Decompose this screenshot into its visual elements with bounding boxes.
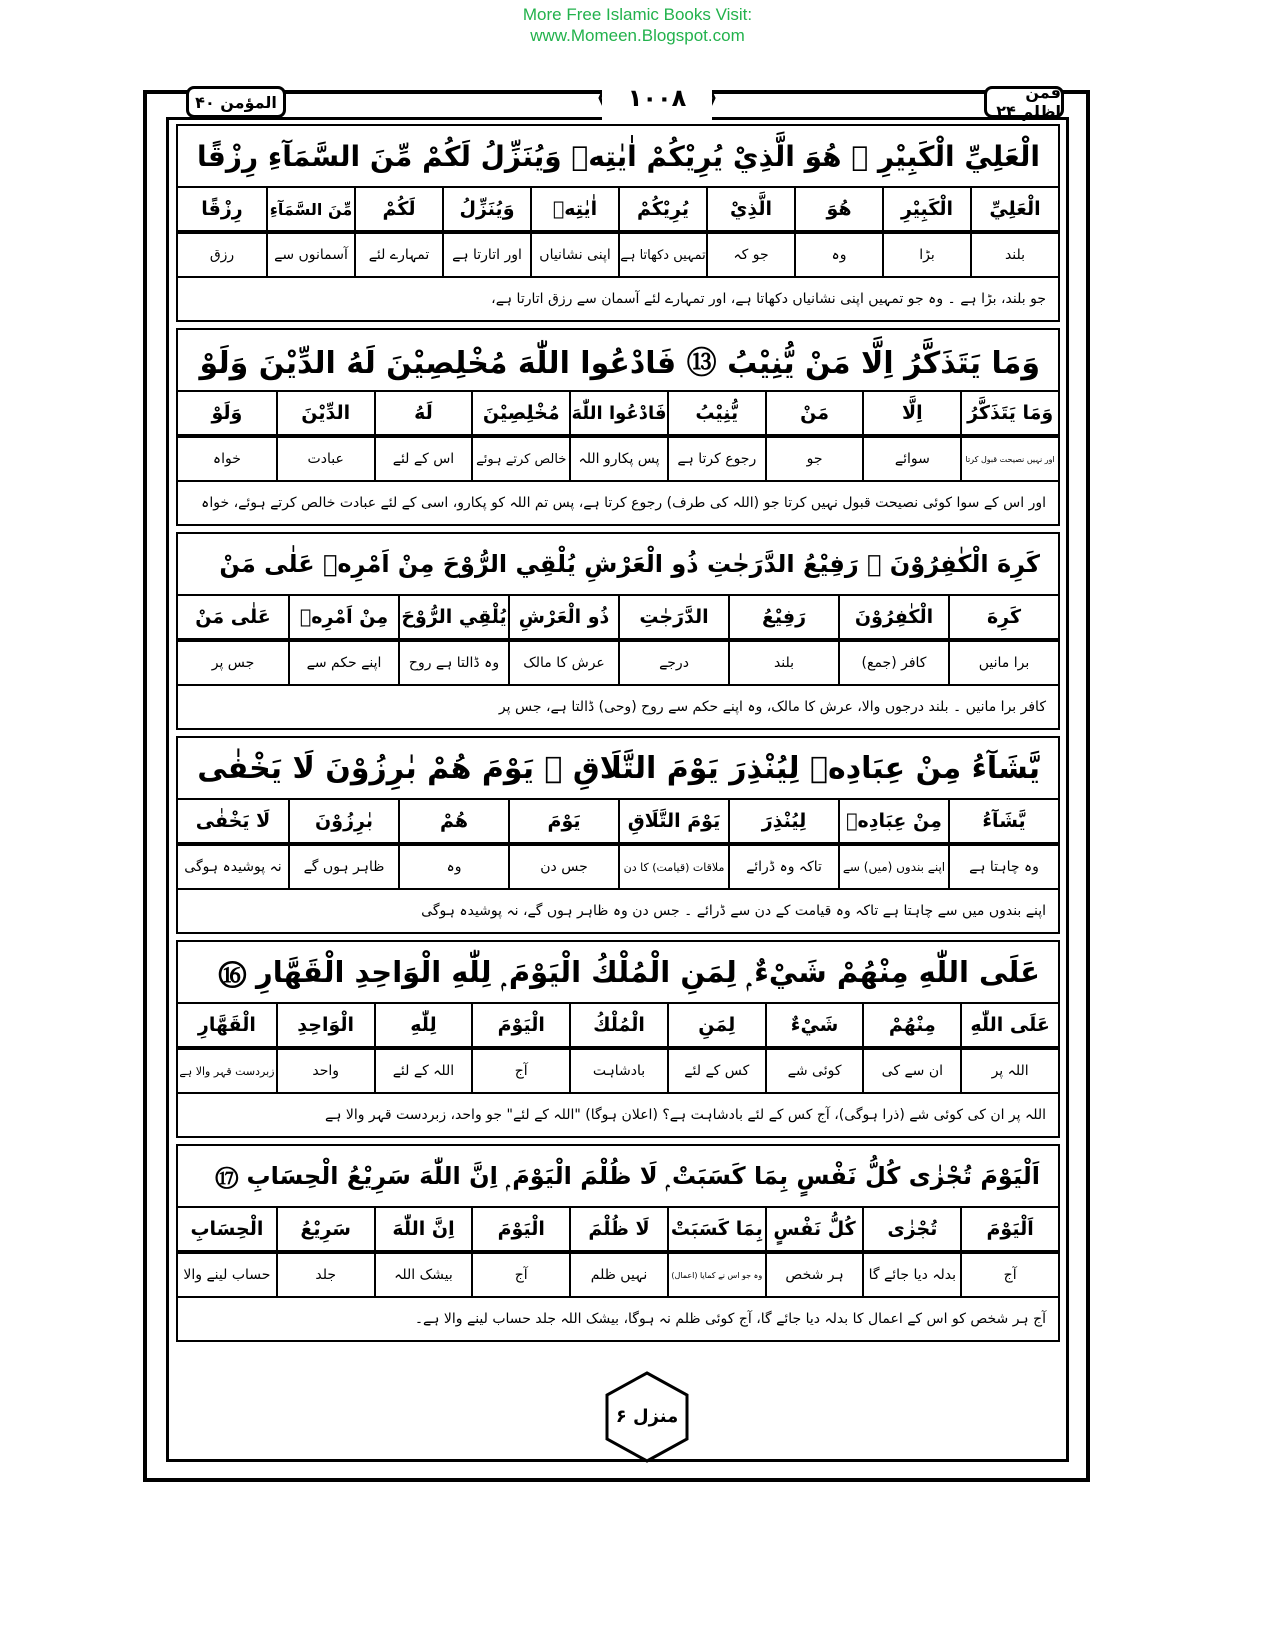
arabic-word: الدَّرَجٰتِ — [618, 596, 728, 638]
word-meaning: اپنی نشانیاں — [530, 234, 618, 276]
arabic-word: الْيَوْمَ — [471, 1208, 569, 1250]
word-meaning: ملاقات (قیامت) کا دن — [618, 846, 728, 888]
word-meaning: جلد — [276, 1254, 374, 1296]
urdu-translation: اپنے بندوں میں سے چاہتا ہے تاکہ وہ قیامت کے دن سے ڈرائے ۔ جس دن وہ ظاہر ہوں گے، نہ پوشیدہ ہوگی — [176, 890, 1060, 934]
promo-banner — [0, 4, 1275, 46]
arabic-word: اَلْيَوْمَ — [960, 1208, 1058, 1250]
arabic-word: كُلُّ نَفْسٍ — [765, 1208, 863, 1250]
word-meaning: بلند — [728, 642, 838, 684]
arabic-word: هُمْ — [398, 800, 508, 842]
arabic-word: لَا ظُلْمَ — [569, 1208, 667, 1250]
arabic-word: شَيْءٌ — [765, 1004, 863, 1046]
manzil-label: منزل ۶ — [615, 1406, 679, 1427]
word-meaning: وہ ڈالتا ہے روح — [398, 642, 508, 684]
ayah-block — [176, 1144, 1060, 1342]
word-meaning: رجوع کرتا ہے — [667, 438, 765, 480]
meaning-row — [176, 844, 1060, 890]
arabic-word: لِيُنْذِرَ — [728, 800, 838, 842]
word-meaning: تمہارے لئے — [354, 234, 442, 276]
arabic-word: مُخْلِصِيْنَ — [471, 392, 569, 434]
arabic-word: بٰرِزُوْنَ — [288, 800, 398, 842]
ayah-line: الْعَلِيِّ الْكَبِيْرِ ⑫ هُوَ الَّذِيْ يُرِيْكُمْ اٰيٰتِهٖ وَيُنَزِّلُ لَكُمْ مِّنَ السَّمَآءِ رِزْقًا — [176, 124, 1060, 188]
word-meaning: عرش کا مالک — [508, 642, 618, 684]
word-meaning: بڑا — [882, 234, 970, 276]
arabic-word: لِلّٰهِ — [374, 1004, 472, 1046]
word-meaning: خواہ — [212, 451, 241, 467]
arabic-word: الْيَوْمَ — [471, 1004, 569, 1046]
meaning-row — [176, 640, 1060, 686]
word-meaning: آج — [471, 1254, 569, 1296]
word-meaning: کس کے لئے — [667, 1050, 765, 1092]
arabic-word: الَّذِيْ — [706, 188, 794, 230]
word-meaning: اللہ پر — [960, 1050, 1058, 1092]
arabic-word: لَا يَخْفٰى — [195, 810, 271, 832]
arabic-word: الْكَبِيْرِ — [882, 188, 970, 230]
ayah-line: وَمَا يَتَذَكَّرُ اِلَّا مَنْ يُّنِيْبُ ⑬ فَادْعُوا اللّٰهَ مُخْلِصِيْنَ لَهُ الدِّيْنَ وَلَوْ — [176, 328, 1060, 392]
word-meaning: جو — [765, 438, 863, 480]
word-meaning: سوائے — [862, 438, 960, 480]
ayah-block — [176, 328, 1060, 526]
word-meaning: آسمانوں سے — [266, 234, 354, 276]
arabic-word: يَّشَآءُ — [948, 800, 1058, 842]
urdu-translation: جو بلند، بڑا ہے ۔ وہ جو تمہیں اپنی نشانیاں دکھاتا ہے، اور تمہارے لئے آسمان سے رزق اتارتا ہے، — [176, 278, 1060, 322]
arabic-word: ذُو الْعَرْشِ — [508, 596, 618, 638]
arabic-word: تُجْزٰى — [862, 1208, 960, 1250]
arabic-word: الدِّيْنَ — [276, 392, 374, 434]
arabic-word: الْوَاحِدِ — [276, 1004, 374, 1046]
word-meaning: وہ — [398, 846, 508, 888]
arabic-word: وَمَا يَتَذَكَّرُ — [960, 392, 1058, 434]
arabic-word: لَكُمْ — [354, 188, 442, 230]
arabic-word: مِّنَ السَّمَآءِ — [266, 188, 354, 230]
word-meaning: درجے — [618, 642, 728, 684]
meaning-row — [176, 1252, 1060, 1298]
ayah-line: اَلْيَوْمَ تُجْزٰى كُلُّ نَفْسٍ بِمَا كَسَبَتْ ۭ لَا ظُلْمَ الْيَوْمَ ۭ اِنَّ اللّٰهَ سَرِيْعُ الْحِسَابِ ⑰ — [176, 1144, 1060, 1208]
arabic-word: بِمَا كَسَبَتْ — [667, 1208, 765, 1250]
word-meaning: کوئی شے — [765, 1050, 863, 1092]
word-meaning: رزق — [209, 247, 235, 263]
ayah-block — [176, 940, 1060, 1138]
word-meaning: اپنے حکم سے — [288, 642, 398, 684]
arabic-word: الْقَهَّارِ — [197, 1014, 256, 1036]
word-meaning: عبادت — [276, 438, 374, 480]
word-meaning: نہیں ظلم — [569, 1254, 667, 1296]
arabic-word: الْكٰفِرُوْنَ — [838, 596, 948, 638]
juz-label: فمن اظلم ۲۴ — [984, 86, 1064, 118]
arabic-word: يُّنِيْبُ — [667, 392, 765, 434]
word-row — [176, 1004, 1060, 1048]
meaning-row — [176, 436, 1060, 482]
arabic-word: عَلَى اللّٰهِ — [960, 1004, 1058, 1046]
arabic-word: سَرِيْعُ — [276, 1208, 374, 1250]
word-meaning: حساب لینے والا — [183, 1267, 271, 1283]
arabic-word: يَوْمَ التَّلَاقِ — [618, 800, 728, 842]
arabic-word: يُرِيْكُمْ — [618, 188, 706, 230]
word-meaning: اور اتارتا ہے — [442, 234, 530, 276]
word-meaning: بیشک اللہ — [374, 1254, 472, 1296]
word-meaning: نہ پوشیدہ ہوگی — [184, 859, 282, 875]
arabic-word: اِلَّا — [862, 392, 960, 434]
ayah-line: كَرِهَ الْكٰفِرُوْنَ ⑭ رَفِيْعُ الدَّرَجٰتِ ذُو الْعَرْشِ يُلْقِي الرُّوْحَ مِنْ اَمْرِهٖ عَلٰى مَنْ — [176, 532, 1060, 596]
arabic-word: لَهُ — [374, 392, 472, 434]
word-meaning: آج — [960, 1254, 1058, 1296]
arabic-word: يَوْمَ — [508, 800, 618, 842]
word-meaning: واحد — [276, 1050, 374, 1092]
arabic-word: هُوَ — [794, 188, 882, 230]
word-meaning: اور نہیں نصیحت قبول کرتا — [960, 438, 1058, 480]
arabic-word: الْحِسَابِ — [190, 1218, 264, 1240]
arabic-word: لِمَنِ — [667, 1004, 765, 1046]
word-meaning: وہ جو اس نے کمایا (اعمال) — [667, 1254, 765, 1296]
arabic-word: مَنْ — [765, 392, 863, 434]
word-meaning: وہ چاہتا ہے — [948, 846, 1058, 888]
arabic-word: الْعَلِيِّ — [970, 188, 1058, 230]
ayah-line: عَلَى اللّٰهِ مِنْهُمْ شَيْءٌ ۭ لِمَنِ الْمُلْكُ الْيَوْمَ ۭ لِلّٰهِ الْوَاحِدِ الْقَهَّارِ ⑯ — [176, 940, 1060, 1004]
word-row — [176, 392, 1060, 436]
surah-label: المؤمن ۴۰ — [186, 86, 286, 118]
meaning-row — [176, 1048, 1060, 1094]
word-meaning: اس کے لئے — [374, 438, 472, 480]
banner-line-2[interactable]: www.Momeen.Blogspot.com — [530, 26, 745, 45]
ayah-block — [176, 532, 1060, 730]
ayah-block — [176, 736, 1060, 934]
word-meaning: پس پکارو اللہ — [569, 438, 667, 480]
word-meaning: ہر شخص — [765, 1254, 863, 1296]
word-meaning: وہ — [794, 234, 882, 276]
ayah-block — [176, 124, 1060, 322]
arabic-word: عَلٰى مَنْ — [195, 606, 271, 628]
word-row — [176, 1208, 1060, 1252]
arabic-word: رِزْقًا — [201, 198, 243, 220]
ayah-line: يَّشَآءُ مِنْ عِبَادِهٖ لِيُنْذِرَ يَوْمَ التَّلَاقِ ⑮ يَوْمَ هُمْ بٰرِزُوْنَ لَا يَخْفٰى — [176, 736, 1060, 800]
banner-line-1: More Free Islamic Books Visit: — [522, 5, 753, 24]
word-meaning: جو کہ — [706, 234, 794, 276]
arabic-word: الْمُلْكُ — [569, 1004, 667, 1046]
arabic-word: يُلْقِي الرُّوْحَ — [398, 596, 508, 638]
word-meaning: بلند — [970, 234, 1058, 276]
word-meaning: بادشاہت — [569, 1050, 667, 1092]
word-row — [176, 800, 1060, 844]
urdu-translation: اور اس کے سوا کوئی نصیحت قبول نہیں کرتا جو (اللہ کی طرف) رجوع کرتا ہے، پس تم اللہ کو پکارو، اسی کے لئے عبادت خالص کرتے ہوئے، خواہ — [176, 482, 1060, 526]
arabic-word: كَرِهَ — [948, 596, 1058, 638]
meaning-row — [176, 232, 1060, 278]
arabic-word: وَلَوْ — [211, 402, 243, 424]
word-meaning: اپنے بندوں (میں) سے — [838, 846, 948, 888]
arabic-word: اِنَّ اللّٰهَ — [374, 1208, 472, 1250]
page-number: ۱۰۰۸ — [602, 70, 712, 126]
urdu-translation: اللہ پر ان کی کوئی شے (ذرا ہوگی)، آج کس کے لئے بادشاہت ہے؟ (اعلان ہوگا) "اللہ کے لئے" جو واحد، زبردست قہر والا ہے — [176, 1094, 1060, 1138]
word-meaning: ظاہر ہوں گے — [288, 846, 398, 888]
word-meaning: بدلہ دیا جائے گا — [862, 1254, 960, 1296]
arabic-word: وَيُنَزِّلُ — [442, 188, 530, 230]
arabic-word: مِنْ اَمْرِهٖ — [288, 596, 398, 638]
word-meaning: آج — [471, 1050, 569, 1092]
word-meaning: خالص کرتے ہوئے — [471, 438, 569, 480]
arabic-word: اٰيٰتِهٖ — [530, 188, 618, 230]
word-meaning: جس پر — [211, 655, 255, 671]
word-meaning: جس دن — [508, 846, 618, 888]
word-meaning: تاکہ وہ ڈرائے — [728, 846, 838, 888]
word-row — [176, 188, 1060, 232]
page-body — [176, 124, 1060, 1348]
word-meaning: تمہیں دکھاتا ہے — [618, 234, 706, 276]
urdu-translation: کافر برا مانیں ۔ بلند درجوں والا، عرش کا مالک، وہ اپنے حکم سے روح (وحی) ڈالتا ہے، جس پر — [176, 686, 1060, 730]
arabic-word: فَادْعُوا اللّٰهَ — [569, 392, 667, 434]
arabic-word: رَفِيْعُ — [728, 596, 838, 638]
arabic-word: مِنْ عِبَادِهٖ — [838, 800, 948, 842]
word-meaning: زبردست قہر والا ہے — [179, 1064, 275, 1078]
word-meaning: برا مانیں — [948, 642, 1058, 684]
word-meaning: ان سے کی — [862, 1050, 960, 1092]
word-row — [176, 596, 1060, 640]
urdu-translation: آج ہر شخص کو اس کے اعمال کا بدلہ دیا جائے گا، آج کوئی ظلم نہ ہوگا، بیشک اللہ جلد حساب لینے والا ہے۔ — [176, 1298, 1060, 1342]
word-meaning: اللہ کے لئے — [374, 1050, 472, 1092]
arabic-word: مِنْهُمْ — [862, 1004, 960, 1046]
word-meaning: کافر (جمع) — [838, 642, 948, 684]
